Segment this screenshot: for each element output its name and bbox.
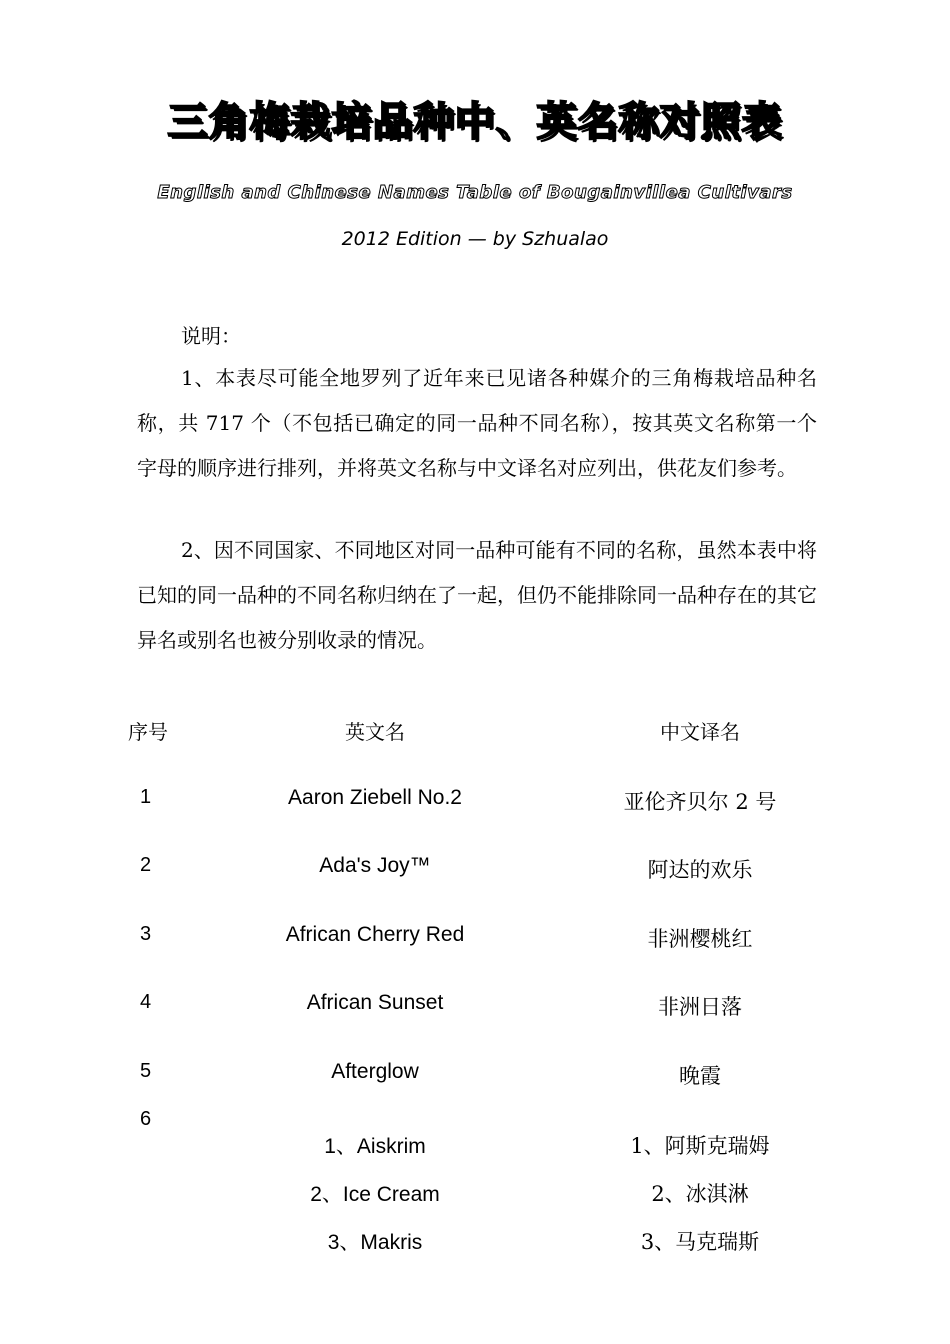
table-header-no: 序号: [128, 720, 168, 744]
page-title: 三角梅栽培品种中、英名称对照表: [167, 99, 783, 145]
row-chinese-name-2: 2、冰淇淋: [651, 1182, 749, 1206]
table-row: [0, 991, 950, 1031]
table-header-cn: 中文译名: [660, 720, 740, 744]
table-row: [0, 854, 950, 894]
table-row: [0, 1060, 950, 1100]
row-chinese-name: 阿达的欢乐: [647, 858, 753, 882]
row-english-name: African Sunset: [306, 991, 444, 1014]
row-chinese-name-1: 1、阿斯克瑞姆: [630, 1134, 770, 1158]
row-number: 4: [140, 991, 152, 1013]
row-english-name: Ada's Joy™: [319, 854, 431, 877]
page-subtitle: English and Chinese Names Table of Bougainvillea Cultivars: [157, 182, 793, 203]
row-english-name: Afterglow: [331, 1060, 419, 1083]
row-number: 6: [140, 1108, 152, 1130]
table-row: [0, 786, 950, 826]
row-number: 3: [140, 923, 152, 945]
table-row: [0, 923, 950, 963]
row-english-name-2: 2、Ice Cream: [310, 1183, 440, 1206]
row-number: 2: [140, 854, 152, 876]
notes-paragraph-2: 2、因不同国家、不同地区对同一品种可能有不同的名称，虽然本表中将已知的同一品种的不同名称归纳在了一起，但仍不能排除同一品种存在的其它异名或别名也被分别收录的情况。: [137, 538, 817, 652]
table-header-en: 英文名: [345, 720, 405, 744]
row-english-name-1: 1、Aiskrim: [324, 1135, 426, 1158]
row-chinese-name: 非洲樱桃红: [647, 927, 753, 951]
notes-paragraph-1: 1、本表尽可能全地罗列了近年来已见诸各种媒介的三角梅栽培品种名称，共 717 个（不包括已确定的同一品种不同名称），按其英文名称第一个字母的顺序进行排列，并将英文名称与中文译名对应列出，供花友们参考。: [137, 366, 817, 480]
row-english-name: Aaron Ziebell No.2: [288, 786, 462, 809]
table-row: [0, 1108, 950, 1268]
row-chinese-name: 亚伦齐贝尔 2 号: [623, 790, 777, 814]
row-number: 1: [140, 786, 152, 808]
row-number: 5: [140, 1060, 152, 1082]
edition-line: 2012 Edition — by Szhualao: [341, 228, 609, 250]
notes-heading: 说明：: [181, 324, 241, 348]
row-english-name-3: 3、Makris: [327, 1231, 423, 1254]
row-chinese-name: 晚霞: [679, 1064, 721, 1088]
row-english-name: African Cherry Red: [285, 923, 465, 946]
row-chinese-name-3: 3、马克瑞斯: [640, 1230, 760, 1254]
row-chinese-name: 非洲日落: [658, 995, 742, 1019]
